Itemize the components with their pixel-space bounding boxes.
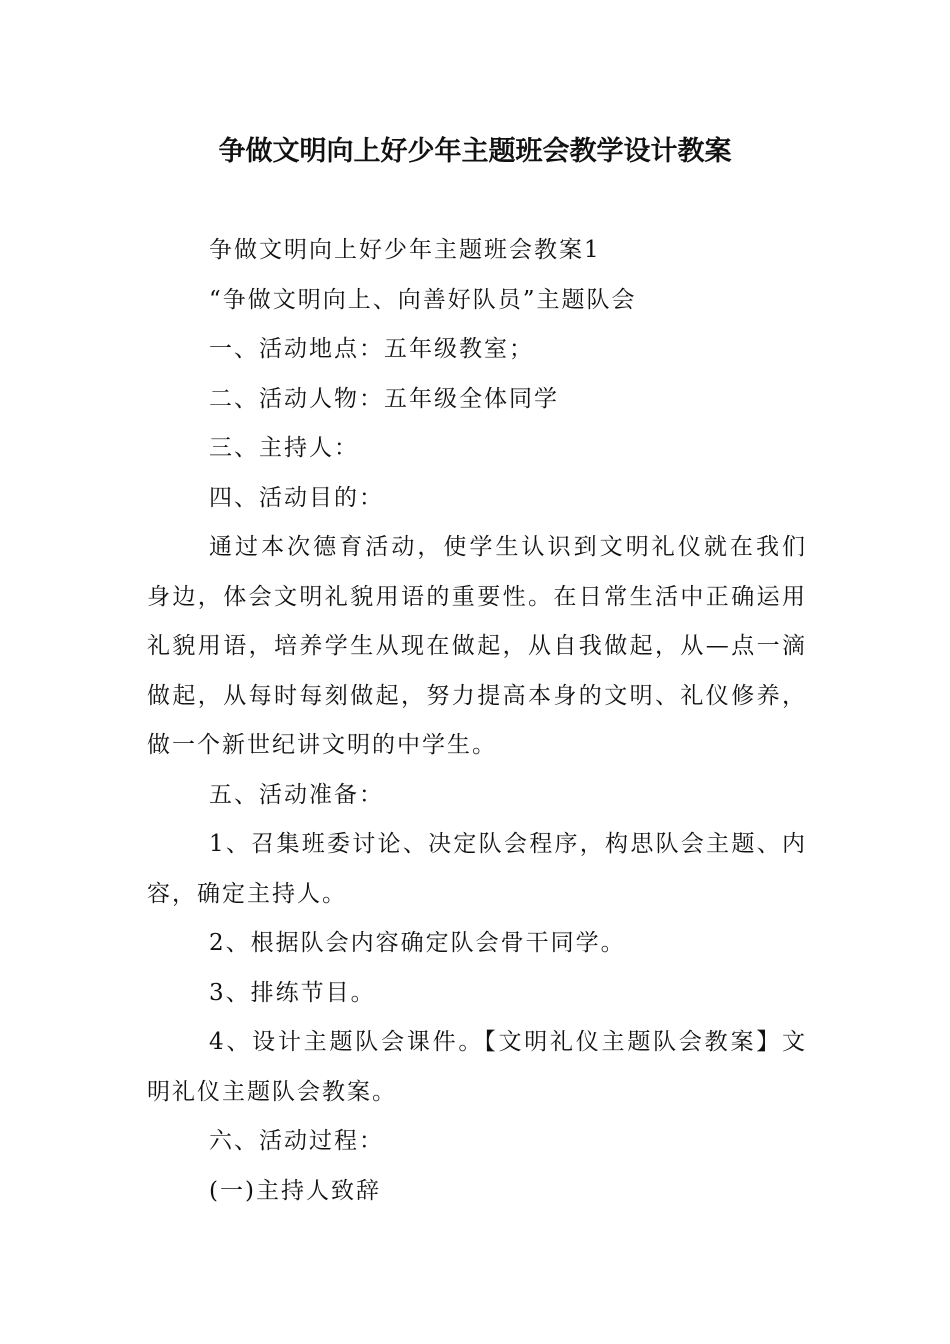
paragraph-location: 一、活动地点：五年级教室； bbox=[209, 336, 534, 362]
paragraph-purpose-body: 通过本次德育活动，使学生认识到文明礼仪就在我们身边，体会文明礼貌用语的重要性。在日常生活中正确运用礼貌用语，培养学生从现在做起，从自我做起，从—点一滴做起，从每时每刻做起，努力提高本身的文明、礼仪修养，做一个新世纪讲文明的中学生。 bbox=[147, 534, 807, 758]
paragraph-process-heading: 六、活动过程： bbox=[209, 1128, 384, 1154]
paragraph-process-1: (一)主持人致辞 bbox=[209, 1177, 381, 1204]
paragraph-subtitle: “争做文明向上、向善好队员”主题队会 bbox=[209, 286, 637, 313]
paragraph-preparation-3: 3、排练节目。 bbox=[209, 979, 376, 1006]
paragraph-preparation-1: 1、召集班委讨论、决定队会程序，构思队会主题、内容，确定主持人。 bbox=[147, 831, 807, 907]
document-title: 争做文明向上好少年主题班会教学设计教案 bbox=[218, 136, 732, 167]
paragraph-preparation-2: 2、根据队会内容确定队会骨干同学。 bbox=[209, 930, 626, 956]
paragraph-preparation-4: 4、设计主题队会课件。【文明礼仪主题队会教案】文明礼仪主题队会教案。 bbox=[147, 1029, 807, 1105]
paragraph-heading: 争做文明向上好少年主题班会教案1 bbox=[209, 237, 601, 263]
paragraph-participants: 二、活动人物：五年级全体同学 bbox=[209, 385, 559, 412]
paragraph-host: 三、主持人： bbox=[209, 435, 359, 461]
paragraph-preparation-heading: 五、活动准备： bbox=[209, 781, 384, 808]
document-body bbox=[147, 226, 807, 1216]
paragraph-purpose-heading: 四、活动目的： bbox=[209, 484, 384, 511]
